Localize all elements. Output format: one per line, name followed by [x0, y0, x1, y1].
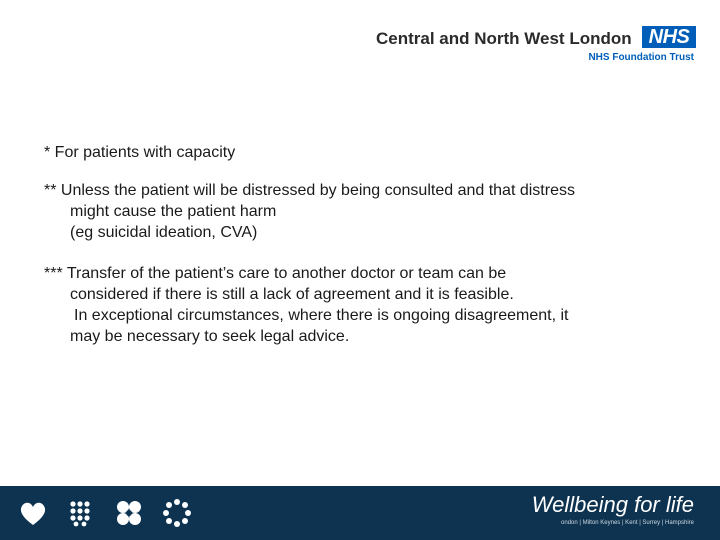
- footnote-transfer-line: considered if there is still a lack of agreement and it is feasible.: [70, 286, 514, 303]
- nhs-badge: NHS: [642, 26, 696, 48]
- heart-icon: [18, 498, 48, 528]
- locations-list: ondon | Milton Keynes | Kent | Surrey | Hampshire: [561, 520, 694, 526]
- footer-band: [0, 486, 720, 540]
- footnote-distress-line: (eg suicidal ideation, CVA): [70, 224, 258, 241]
- footnote-transfer-line: may be necessary to seek legal advice.: [70, 328, 350, 345]
- trust-logo: [376, 26, 696, 66]
- footnote-transfer-line: *** Transfer of the patient’s care to another doctor or team can be: [44, 265, 507, 282]
- organisation-name: Central and North West London: [376, 29, 632, 48]
- dots-grid-icon: [66, 498, 96, 528]
- ring-dots-icon: [162, 498, 192, 528]
- footnote-distress-line: might cause the patient harm: [70, 203, 277, 220]
- clover-icon: [114, 498, 144, 528]
- footnote-distress-line: ** Unless the patient will be distressed by being consulted and that distress: [44, 182, 575, 199]
- tagline: Wellbeing for life: [531, 492, 694, 517]
- foundation-trust-label: NHS Foundation Trust: [588, 52, 694, 63]
- footnote-transfer-line: In exceptional circumstances, where there is ongoing disagreement, it: [74, 307, 569, 324]
- footnotes: [44, 142, 684, 347]
- footnote-capacity: * For patients with capacity: [44, 144, 236, 161]
- footnote-transfer: [44, 263, 684, 347]
- footnote-distress: [44, 180, 684, 243]
